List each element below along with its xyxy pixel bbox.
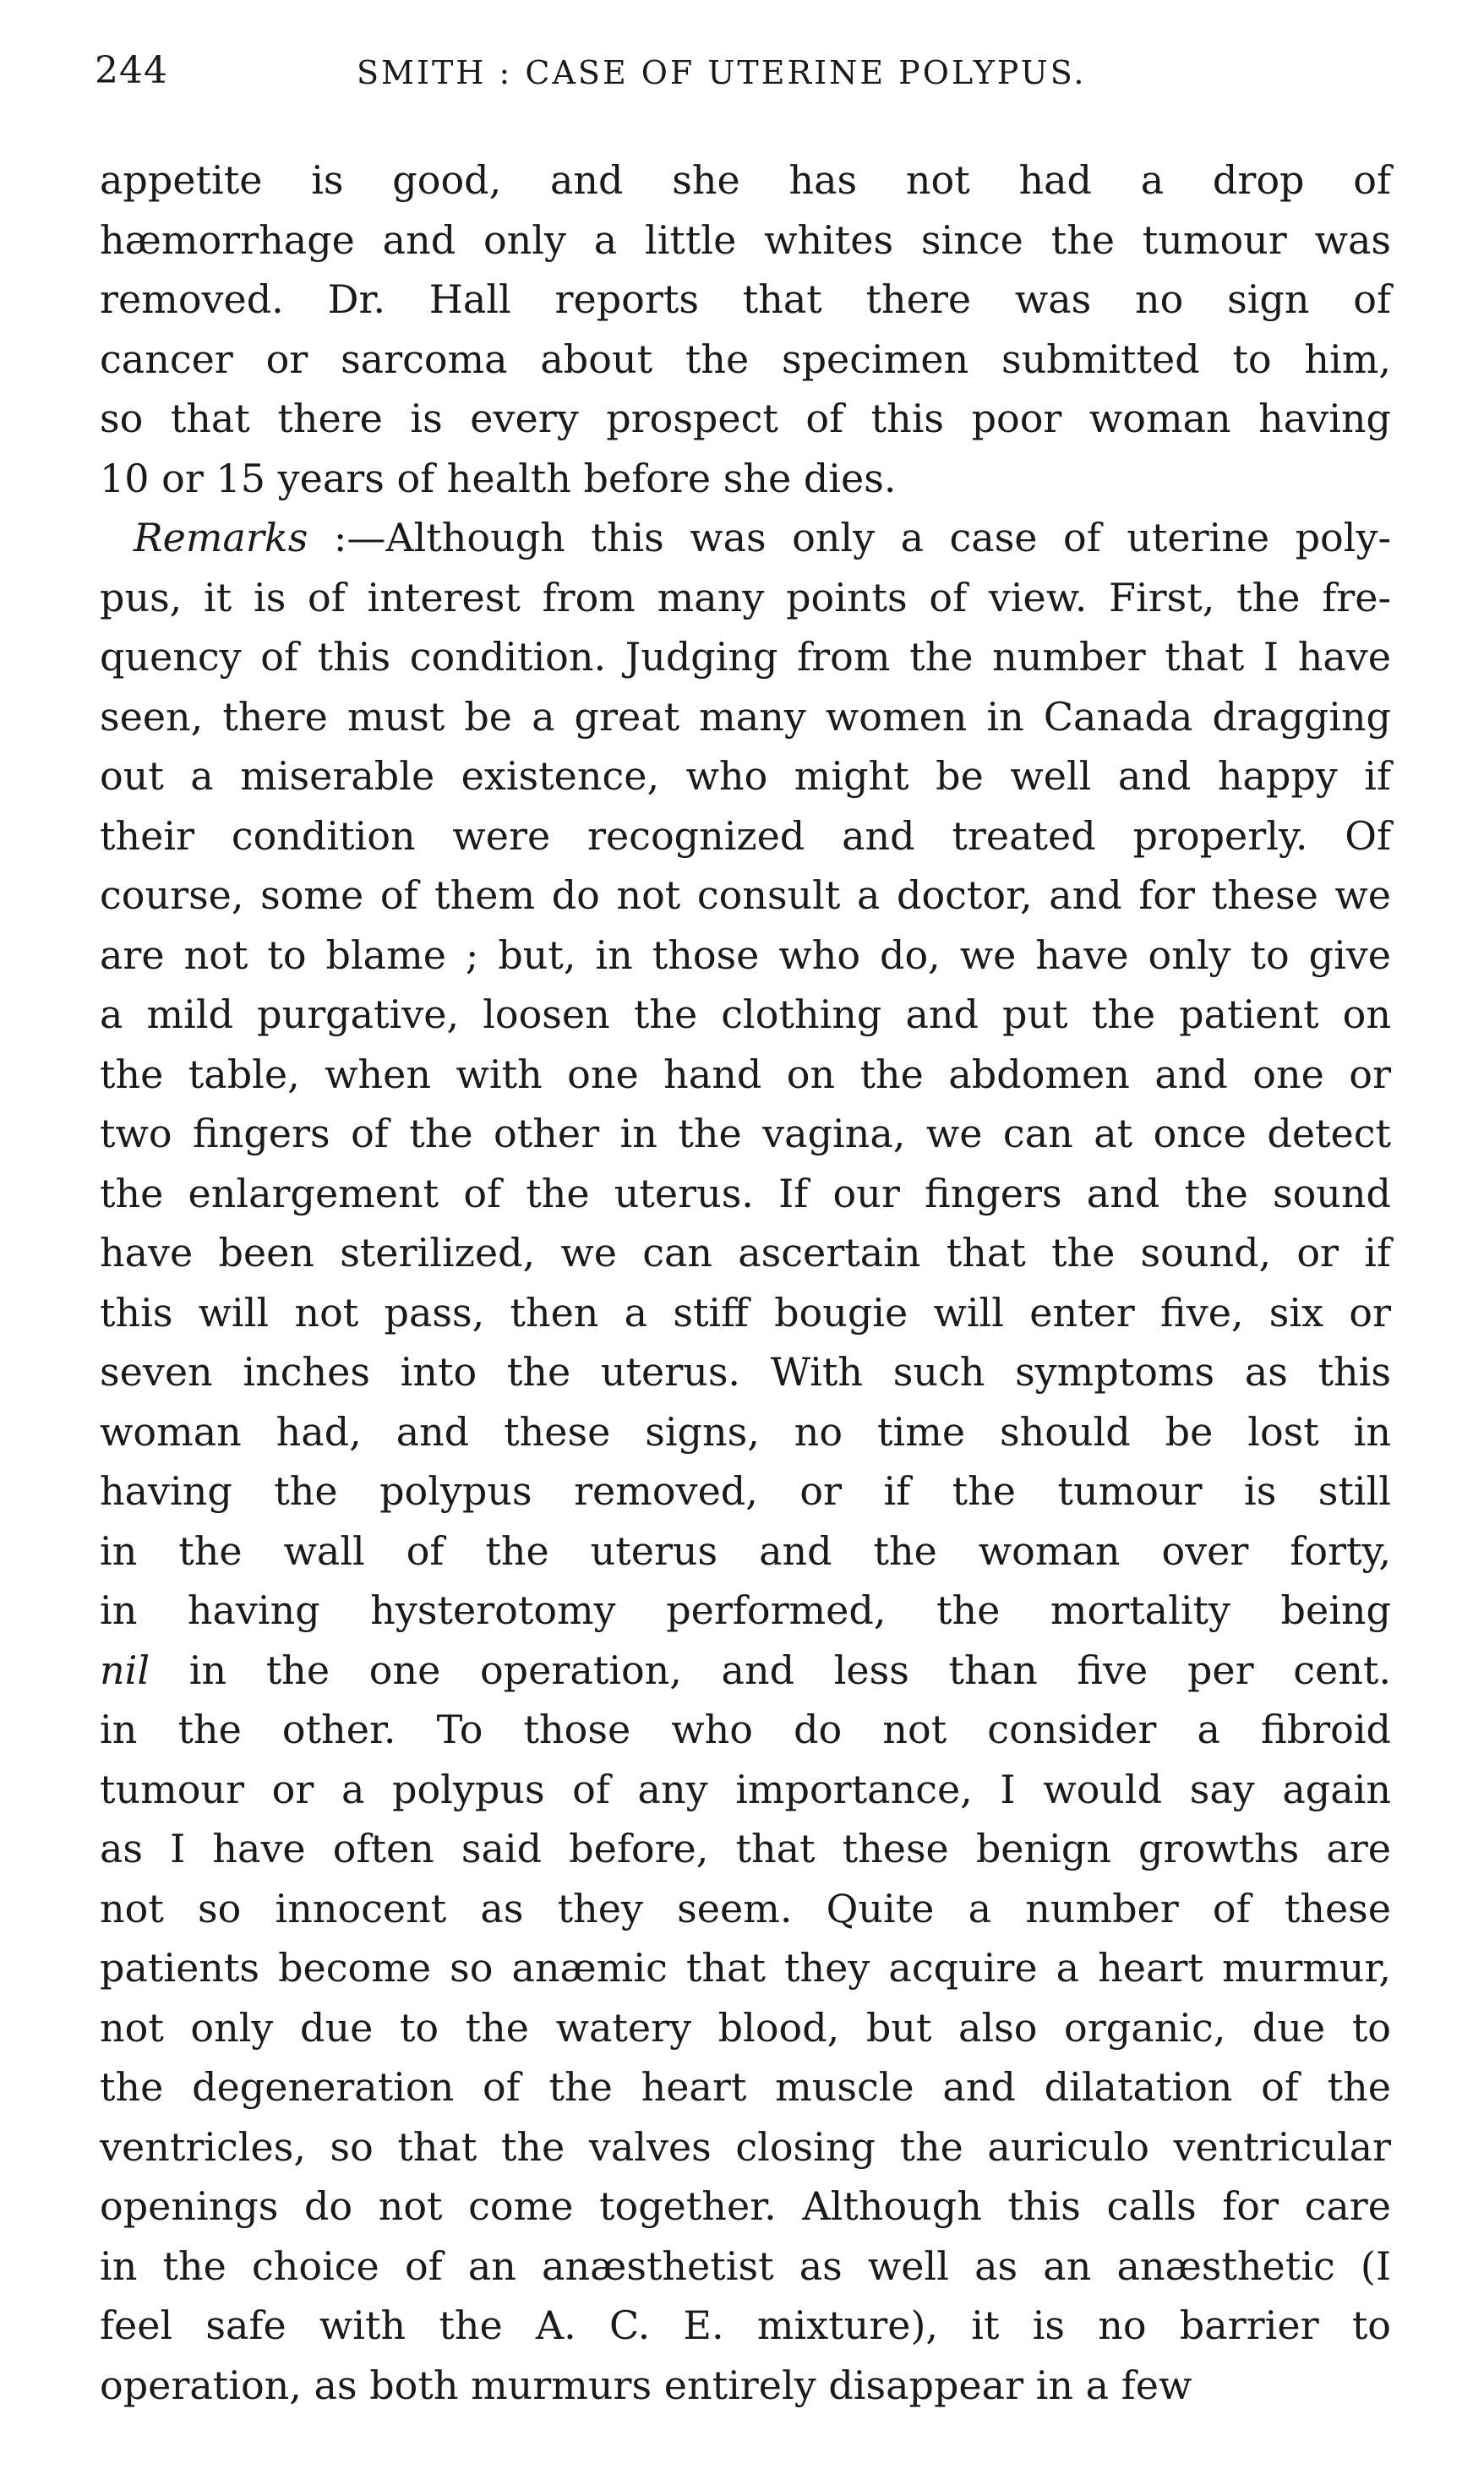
text-line: feel safe with the A. C. E. mixture), it is no barrier to	[100, 2302, 1391, 2348]
remarks-line	[100, 508, 1391, 568]
text-line: having the polypus removed, or if the tumour is still	[100, 1468, 1391, 1514]
running-title: SMITH : CASE OF UTERINE POLYPUS.	[357, 54, 1087, 91]
text-line: in having hysterotomy performed, the mortality being	[100, 1587, 1391, 1633]
text-line: patients become so anæmic that they acquire a heart murmur,	[100, 1945, 1391, 1991]
remarks-label: Remarks	[134, 515, 308, 560]
page-number: 244	[95, 49, 168, 92]
text-line: have been sterilized, we can ascertain that the sound, or if	[100, 1230, 1391, 1276]
running-head	[95, 49, 1396, 100]
text-line: so that there is every prospect of this poor woman having	[100, 396, 1391, 441]
text-line: cancer or sarcoma about the specimen submitted to him,	[100, 336, 1391, 382]
body-text	[100, 150, 1391, 2415]
nil-rest: in the one operation, and less than five per cent.	[150, 1647, 1391, 1693]
remarks-rest: :—Although this was only a case of uterine poly-	[308, 515, 1391, 560]
text-line: in the other. To those who do not consider a fibroid	[100, 1707, 1391, 1752]
text-line: not so innocent as they seem. Quite a number of these	[100, 1885, 1391, 1931]
text-line: quency of this condition. Judging from the number that I have	[100, 634, 1391, 680]
text-line: pus, it is of interest from many points of view. First, the fre-	[100, 574, 1391, 620]
text-line: operation, as both murmurs entirely disappear in a few	[100, 2362, 1192, 2408]
text-line: the enlargement of the uterus. If our fingers and the sound	[100, 1170, 1391, 1216]
text-line: in the wall of the uterus and the woman over forty,	[100, 1527, 1391, 1574]
text-line: a mild purgative, loosen the clothing and put the patient on	[100, 991, 1391, 1037]
text-line: seen, there must be a great many women in Canada dragging	[100, 693, 1391, 740]
text-line: as I have often said before, that these benign growths are	[100, 1826, 1391, 1871]
text-line: two fingers of the other in the vagina, we can at once detect	[100, 1111, 1391, 1156]
text-line: 10 or 15 years of health before she dies.	[100, 455, 897, 501]
text-line: this will not pass, then a stiff bougie will enter five, six or	[100, 1289, 1391, 1336]
text-line: openings do not come together. Although this calls for care	[100, 2183, 1391, 2229]
text-line: tumour or a polypus of any importance, I would say again	[100, 1766, 1391, 1812]
text-line: in the choice of an anæsthetist as well as an anæsthetic (I	[100, 2242, 1391, 2289]
text-line: woman had, and these signs, no time should be lost in	[100, 1408, 1391, 1455]
text-line: out a miserable existence, who might be well and happy if	[100, 753, 1391, 799]
text-line: the table, when with one hand on the abdomen and one or	[100, 1051, 1391, 1097]
text-line: course, some of them do not consult a doctor, and for these we	[100, 872, 1391, 918]
text-line: removed. Dr. Hall reports that there was no sign of	[100, 276, 1391, 322]
text-line: the degeneration of the heart muscle and dilatation of the	[100, 2064, 1391, 2110]
text-line: ventricles, so that the valves closing the auriculo ventricular	[100, 2123, 1391, 2170]
text-line: hæmorrhage and only a little whites since the tumour was	[100, 216, 1391, 263]
nil-label: nil	[100, 1647, 150, 1693]
text-line: appetite is good, and she has not had a drop of	[100, 157, 1391, 203]
text-line: are not to blame ; but, in those who do, we have only to give	[100, 931, 1391, 978]
nil-line	[100, 1641, 1391, 1701]
text-line: not only due to the watery blood, but also organic, due to	[100, 2004, 1391, 2051]
text-line: seven inches into the uterus. With such symptoms as this	[100, 1349, 1391, 1395]
text-line: their condition were recognized and treated properly. Of	[100, 812, 1391, 859]
